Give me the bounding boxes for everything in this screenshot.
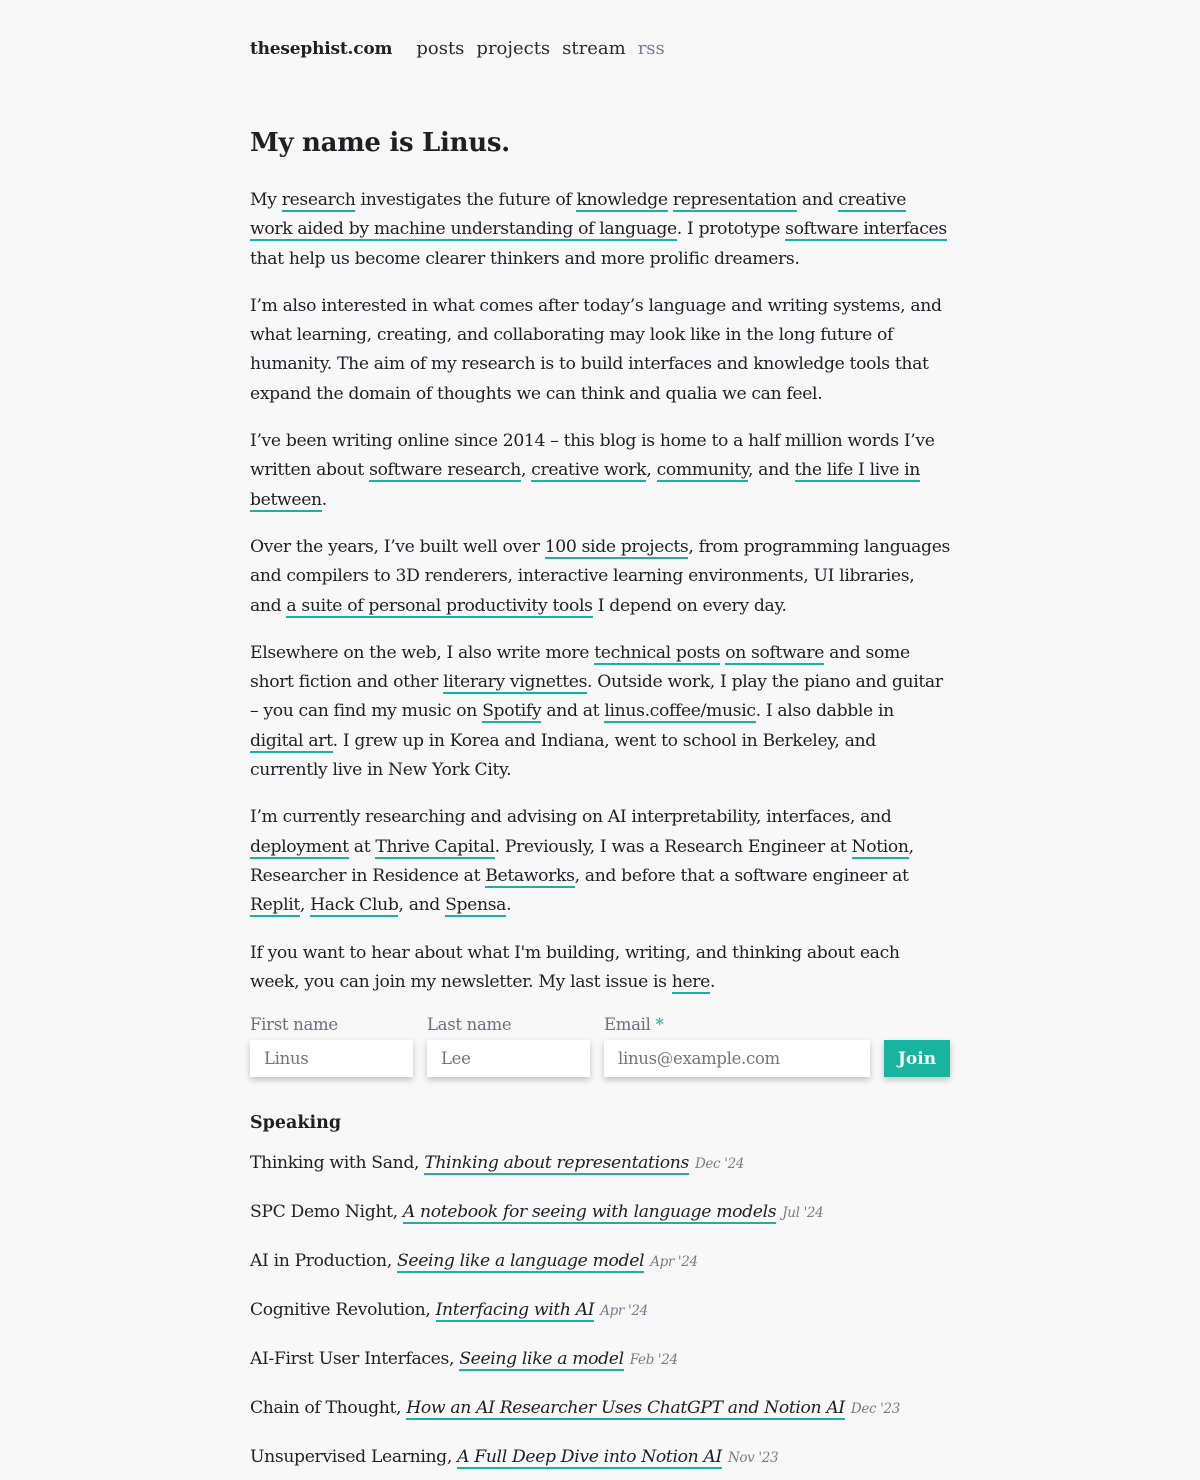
link-community[interactable]: community — [656, 460, 748, 481]
nav-link-projects[interactable]: projects — [476, 38, 551, 59]
link-creative-work-language[interactable]: creative work aided by machine understanding of language — [250, 190, 907, 240]
talk-link[interactable]: Seeing like a language model — [396, 1251, 645, 1272]
link-thrive-capital[interactable]: Thrive Capital — [375, 836, 495, 857]
site-header — [250, 0, 950, 100]
last-name-label: Last name — [427, 1015, 512, 1035]
speaking-item — [250, 1347, 950, 1372]
newsletter-paragraph — [250, 939, 950, 998]
text: If you want to hear about what I'm building, writing, and thinking about each week, you can join my newsletter. My last issue is — [250, 942, 900, 992]
page-container — [250, 0, 950, 1470]
link-software-interfaces[interactable]: software interfaces — [785, 219, 947, 240]
writing-paragraph — [250, 427, 950, 515]
speaking-item — [250, 1151, 950, 1176]
speaking-heading: Speaking — [250, 1113, 342, 1134]
first-name-label: First name — [250, 1015, 338, 1035]
projects-paragraph — [250, 533, 950, 621]
talk-date: Dec '23 — [850, 1401, 900, 1418]
email-input[interactable] — [604, 1040, 870, 1077]
text: and — [796, 190, 839, 210]
talk-date: Apr '24 — [600, 1303, 648, 1320]
link-side-projects[interactable]: 100 side projects — [544, 536, 689, 557]
link-music[interactable]: linus.coffee/music — [604, 701, 756, 722]
talk-link[interactable]: How an AI Researcher Uses ChatGPT and Notion AI — [406, 1398, 845, 1419]
text: . I also dabble in — [755, 701, 894, 722]
text: that help us become clearer thinkers and more prolific dreamers. — [250, 248, 800, 269]
speaking-item — [250, 1249, 950, 1274]
nav-link-stream[interactable]: stream — [562, 38, 626, 59]
talk-venue: Thinking with Sand, — [250, 1153, 425, 1174]
join-button[interactable]: Join — [884, 1040, 950, 1077]
speaking-item — [250, 1200, 950, 1225]
nav-link-rss[interactable]: rss — [637, 38, 665, 59]
page-title: My name is Linus. — [250, 128, 510, 158]
talk-link[interactable]: A Full Deep Dive into Notion AI — [457, 1447, 722, 1468]
first-name-field-group — [250, 1015, 413, 1077]
text: , — [299, 895, 311, 916]
text: and at — [541, 701, 605, 722]
link-productivity-tools[interactable]: a suite of personal productivity tools — [286, 595, 593, 616]
text: , — [520, 460, 532, 481]
text: Over the years, I’ve built well over — [250, 536, 545, 557]
email-label-wrap — [604, 1015, 870, 1034]
talk-link[interactable]: Thinking about representations — [424, 1153, 689, 1174]
link-creative-work[interactable]: creative work — [531, 460, 647, 481]
text: , — [646, 460, 657, 481]
link-betaworks[interactable]: Betaworks — [485, 865, 575, 886]
text: , and — [747, 460, 795, 481]
link-replit[interactable]: Replit — [250, 895, 300, 916]
site-brand-link[interactable]: thesephist.com — [250, 39, 393, 59]
link-deployment[interactable]: deployment — [250, 836, 349, 857]
first-name-input[interactable] — [250, 1040, 413, 1077]
link-on-software[interactable]: on software — [725, 642, 825, 663]
link-knowledge[interactable]: knowledge — [576, 190, 668, 210]
text: I’ve been writing online since 2014 – this blog is home to a half million words I’ve written about — [250, 431, 935, 481]
text: . — [506, 895, 512, 916]
nav-link-posts[interactable]: posts — [416, 38, 465, 59]
email-field-group — [604, 1015, 870, 1077]
talk-date: Feb '24 — [629, 1352, 678, 1369]
link-digital-art[interactable]: digital art — [250, 730, 333, 751]
text: and some short fiction and other — [250, 642, 910, 693]
intro-paragraph — [250, 186, 950, 274]
text: , and before that a software engineer at — [574, 865, 909, 886]
talk-date: Nov '23 — [727, 1450, 779, 1467]
speaking-item — [250, 1298, 950, 1323]
talk-venue: Chain of Thought, — [250, 1398, 407, 1419]
required-asterisk: * — [655, 1015, 664, 1035]
text: My — [250, 190, 282, 210]
link-software-research[interactable]: software research — [369, 460, 521, 481]
text: I’m currently researching and advising on AI interpretability, interfaces, and — [250, 807, 892, 828]
text: . I prototype — [676, 219, 786, 240]
talk-date: Apr '24 — [650, 1254, 698, 1271]
talk-link[interactable]: Interfacing with AI — [435, 1300, 595, 1321]
text: . — [709, 971, 716, 992]
speaking-list — [250, 1151, 950, 1470]
text: , Researcher in Residence at — [250, 836, 914, 886]
text: I depend on every day. — [592, 595, 787, 616]
talk-link[interactable]: A notebook for seeing with language models — [402, 1202, 777, 1223]
link-technical-posts[interactable]: technical posts — [594, 642, 721, 663]
talk-date: Dec '24 — [694, 1156, 745, 1173]
text: . Previously, I was a Research Engineer at — [494, 836, 852, 857]
main-content — [250, 128, 950, 1470]
text: investigates the future of — [355, 190, 577, 210]
link-last-issue[interactable]: here — [671, 971, 710, 992]
talk-venue: AI in Production, — [250, 1251, 397, 1272]
email-label: Email — [604, 1015, 651, 1035]
text: . Outside work, I play the piano and guitar – you can find my music on — [250, 672, 943, 722]
talk-venue: Unsupervised Learning, — [250, 1447, 458, 1468]
text: . I grew up in Korea and Indiana, went to school in Berkeley, and currently live in New York City. — [250, 730, 876, 781]
link-hack-club[interactable]: Hack Club — [310, 895, 399, 916]
link-spotify[interactable]: Spotify — [482, 701, 542, 722]
interests-paragraph: I’m also interested in what comes after today’s language and writing systems, and what learning, creating, and collaborating may look like in the long future of humanity. The aim of my research is to build interfaces and knowledge tools that expand the domain of thoughts we can think and qualia we can feel. — [250, 295, 942, 404]
elsewhere-paragraph — [250, 639, 950, 785]
newsletter-form — [250, 1015, 950, 1077]
link-spensa[interactable]: Spensa — [445, 895, 507, 916]
speaking-item — [250, 1396, 950, 1421]
talk-date: Jul '24 — [782, 1205, 824, 1222]
text: . — [321, 489, 327, 510]
work-paragraph — [250, 803, 950, 920]
link-life-in-between[interactable]: the life I live in between — [250, 460, 921, 510]
link-representation[interactable]: representation — [672, 190, 797, 210]
text: , and — [398, 895, 446, 916]
talk-venue: SPC Demo Night, — [250, 1202, 403, 1223]
link-research[interactable]: research — [281, 190, 356, 210]
speaking-item — [250, 1445, 950, 1470]
link-literary-vignettes[interactable]: literary vignettes — [443, 672, 588, 693]
talk-link[interactable]: Seeing like a model — [459, 1349, 624, 1370]
text: at — [348, 836, 376, 857]
link-notion[interactable]: Notion — [851, 836, 909, 857]
last-name-field-group — [427, 1015, 590, 1077]
talk-venue: AI-First User Interfaces, — [250, 1349, 460, 1370]
talk-venue: Cognitive Revolution, — [250, 1300, 436, 1321]
text: , from programming languages and compilers to 3D renderers, interactive learning environments, UI libraries, and — [250, 536, 951, 616]
text: Elsewhere on the web, I also write more — [250, 642, 595, 663]
last-name-input[interactable] — [427, 1040, 590, 1077]
